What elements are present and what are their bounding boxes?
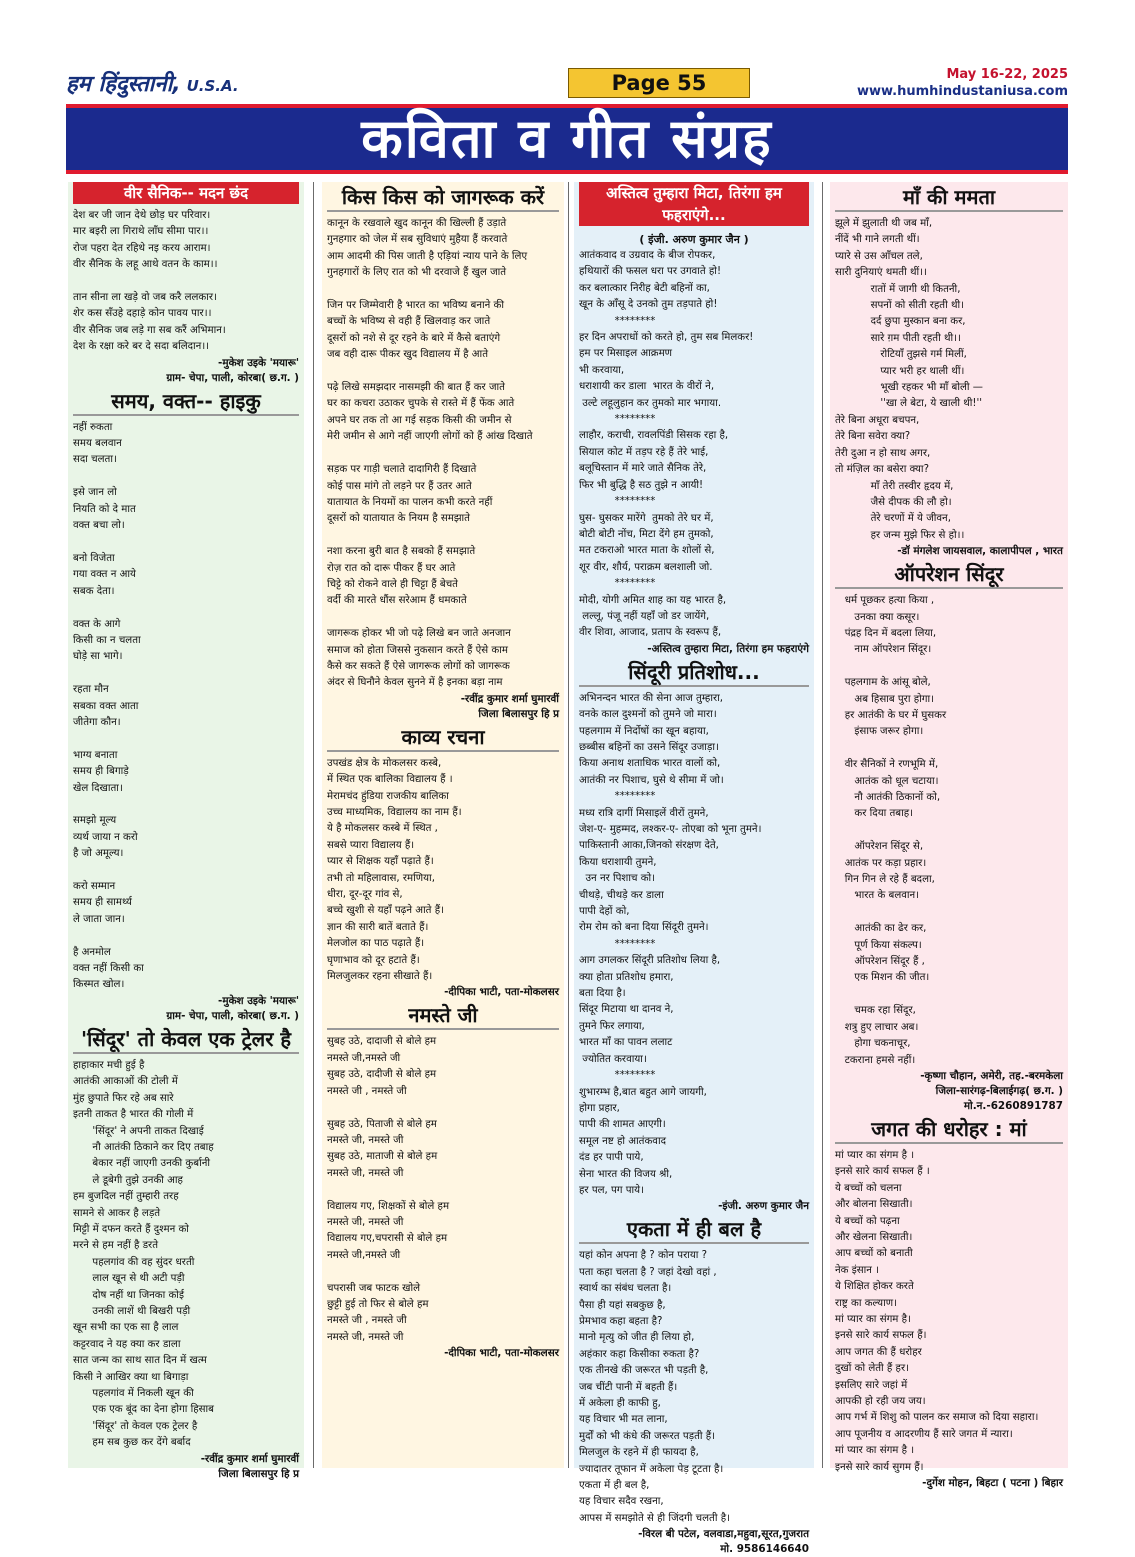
brand-logo xyxy=(66,68,239,98)
page-number: Page 55 xyxy=(568,68,750,98)
poem-byline: -मुकेश उइके 'मयारू' ग्राम- चेपा, पाली, कोरबा( छ.ग. ) xyxy=(166,994,299,1022)
poem-text: मां प्यार का संगम है । इनसे सारे कार्य सफल हैं । ये बच्चों को चलना और बोलना सिखाती। ये बच्चों को पढ़ना और खेलना सिखाती। आप बच्चों को बनाती नेक इंसान । ये शिक्षित होकर करते राष्ट्र का कल्याण। मां प्यार का संगम है। इनसे सारे कार्य सफल हैं। आप जगत की हैं धरोहर दुखों को लेती हैं हर। इसलिए सारे जहां में आपकी हो रही जय जय। आप गर्भ में शिशु को पालन कर समाज को दिया सहारा। आप पूजनीय व आदरणीय हैं सारे जगत में न्यारा। मां प्यार का संगम है । इनसे सारे कार्य सुगम हैं। xyxy=(835,1149,1039,1473)
masthead xyxy=(66,68,1068,98)
brand-name: हम हिंदुस्तानी, xyxy=(66,72,181,97)
poem-byline: -दीपिका भाटी, पता-मोकलसर xyxy=(444,1347,559,1360)
poem-byline: -दीपिका भाटी, पता-मोकलसर xyxy=(444,986,559,999)
poem-text: सुबह उठे, दादाजी से बोले हम नमस्ते जी,नमस्ते जी सुबह उठे, दादीजी से बोले हम नमस्ते जी , नमस्ते जी सुबह उठे, पिताजी से बोले हम नमस्ते जी, नमस्ते जी सुबह उठे, माताजी से बोले हम नमस्ते जी, नमस्ते जी विद्यालय गए, शिक्षकों से बोले हम नमस्ते जी, नमस्ते जी विद्यालय गए,चपरासी से बोले हम नमस्ते जी,नमस्ते जी चपरासी जब फाटक खोले छुट्टी हुई तो फिर से बोले हम नमस्ते जी , नमस्ते जी नमस्ते जी, नमस्ते जी xyxy=(327,1036,450,1343)
poem-byline: -डॉ मंगलेश जायसवाल, कालापीपल , भारत xyxy=(897,545,1063,558)
poem-title: 'सिंदूर' तो केवल एक ट्रेलर है xyxy=(73,1026,299,1054)
poem-byline: -दुर्गेश मोहन, बिहटा ( पटना ) बिहार xyxy=(922,1477,1063,1490)
column-divider xyxy=(822,182,823,1468)
poem-text: देश बर जी जान देथे छोड़ घर परिवार। मार बइरी ला गिराथे लाँघ सीमा पार।। रोज पहरा देत रहिथे नइ करय आराम। वीर सैनिक के लहू आथे वतन के काम।। तान सीना ला खड़े वो जब करै ललकार। शेर कस सँउहे दहाड़े कोन पावय पार।। वीर सैनिक जब लड़े गा सब करैं अभिमान। देश के रक्षा करे बर दे सदा बलिदान।। xyxy=(73,210,226,353)
poem-text: अभिनन्दन भारत की सेना आज तुम्हारा, वनके काल दुश्मनों को तुमने जो मारा। पहलगाम में निर्दोषों का खून बहाया, छब्बीस बहिनों का उसने सिंदूर उजाड़ा। किया अनाथ शताधिक भारत वालों को, आतंकी नर पिशाच, घुसे थे सीमा में जो। ******** मध्य रात्रि दागीं मिसाइलें वीरों तुमने, जेश-ए- मुहम्मद, लश्कर-ए- तोएबा को भूना तुमने। पाकिस्तानी आका,जिनको संरक्षण देते, किया धराशायी तुमने, उन नर पिशाच को। चीथड़े, चीथड़े कर डाला पापी देहों को, रोम रोम को बना दिया सिंदूरी तुमने। ******** आग उगलकर सिंदूरी प्रतिशोध लिया है, क्या होता प्रतिशोध हमारा, बता दिया है। सिंदूर मिटाया था दानव ने, तुमने फिर लगाया, भारत माँ का पावन ललाट ज्योतित करवाया। ******** शुभारम्भ है,बात बहुत आगे जायगी, होगा प्रहार, पापी की शामत आएगी। समूल नष्ट हो आतंकवाद दंड हर पापी पाये, सेना भारत की विजय श्री, हर पल, पग पाये। xyxy=(579,692,762,1196)
section-banner: कविता व गीत संग्रह xyxy=(66,104,1068,174)
poem-text: झूले में झुलाती थी जब माँ, नींदें भी गाने लगती थीं। प्यारे से उस आँचल तले, सारी दुनियाएं थमती थीं।। रातों में जागी थी कितनी, सपनों को सीती रहती थी। दर्द छुपा मुस्कान बना कर, सारे ग़म पीती रहती थी।। रोटियाँ तुझसे गर्म मिलीं, प्यार भरी हर थाली थीं। भूखी रहकर भी माँ बोली — ''खा ले बेटा, ये खाली थी!'' तेरे बिना अधूरा बचपन, तेरे बिना सवेरा क्या? तेरी दुआ न हो साथ अगर, तो मंज़िल का बसेरा क्या? माँ तेरी तस्वीर हृदय में, जैसे दीपक की लौ हो। तेरे चरणों में ये जीवन, हर जन्म मुझे फिर से हो।। xyxy=(835,218,983,541)
poem-title: सिंदूरी प्रतिशोध... xyxy=(579,659,809,687)
column-2 xyxy=(322,182,564,1468)
poem-text: नहीं रुकता समय बलवान सदा चलता। इसे जान लो नियति को दे मात वक्त बचा लो। बनो विजेता गया वक्त न आये सबक देता। वक्त के आगे किसी का न चलता घोड़े सा भागे। रहता मौन सबका वक्त आता जीतेगा कौन। भाग्य बनाता समय ही बिगाड़े खेल दिखाता। समझो मूल्य व्यर्थ जाया न करो है जो अमूल्य। करो सम्मान समय ही सामर्थ्य ले जाता जान। है अनमोल वक्त नहीं किसी का किस्मत खोल। xyxy=(73,421,144,991)
poem-title: काव्य रचना xyxy=(327,724,559,752)
poem-byline: -मुकेश उइके 'मयारू' ग्राम- चेपा, पाली, कोरबा( छ.ग. ) xyxy=(166,356,299,384)
column-divider xyxy=(313,182,314,1468)
poem-text: यहां कोन अपना है ? कोन पराया ? पता कहा चलता है ? जहां देखो वहां , स्वार्थ का संबंध चलता है। पैसा ही यहां सबकुछ है, प्रेमभाव कहा बहता है? मानो मृत्यु को जीत ही लिया हो, अहंकार कहा किसीका रुकता है? एक तीनखे की जरूरत भी पड़ती है, जब चींटी पानी में बहती हैं। में अकेला ही काफी हु, यह विचार भी मत लाना, मुर्दों को भी कंधे की जरूरत पड़ती हैं। मिलजुल के रहने में ही फायदा है, ज्यादातर तूफान में अकेला पेड़ टूटता है। एकता में ही बल है, यह विचार सदैव रखना, आपस में समझोते से ही जिंदगी चलती है। xyxy=(579,1250,730,1524)
brand-usa: U.S.A. xyxy=(186,77,239,95)
poem-title: समय, वक्त-- हाइकु xyxy=(73,388,299,416)
poem-title: जगत की धरोहर : मां xyxy=(835,1116,1063,1144)
dateline xyxy=(857,66,1068,100)
poem-byline: -इंजी. अरुण कुमार जैन xyxy=(718,1200,809,1213)
poem-text: हाहाकार मची हुई है आतंकी आकाओं की टोली में मुंह छुपाते फिर रहे अब सारे इतनी ताकत है भारत की गोली में 'सिंदूर' ने अपनी ताकत दिखाई नौ आतंकी ठिकाने कर दिए तबाह बेकार नहीं जाएगी उनकी कुर्बानी ले डूबेगी तुझे उनकी आह हम बुजदिल नहीं तुम्हारी तरह सामने से आकर है लड़ते मिट्टी में दफन करते हैं दुश्मन को मरने से हम नहीं है डरते पहलगांव की वह सुंदर धरती लाल खून से थी अटी पड़ी दोष नहीं था जिनका कोई उनकी लाशें थी बिखरी पड़ी खून सभी का एक सा है लाल कट्टरवाद ने यह क्या कर डाला सात जन्म का साथ सात दिन में खत्म किसी ने आखिर क्या था बिगाड़ा पहलगांव में निकली खून की एक एक बूंद का देना होगा हिसाब 'सिंदूर' तो केवल एक ट्रेलर है हम सब कुछ कर देंगे बर्बाद xyxy=(73,1059,214,1449)
poem-byline: -अस्तित्व तुम्हारा मिटा, तिरंगा हम फहराएंगे xyxy=(647,642,809,655)
poem-title: ऑपरेशन सिंदूर xyxy=(835,561,1063,589)
poem-text: उपखंड क्षेत्र के मोकलसर कस्बे, में स्थित एक बालिका विद्यालय हैं । मेरामचंद हुंडिया राजकीय बालिका उच्च माध्यमिक, विद्यालय का नाम हैं। ये है मोकलसर कस्बे में स्थित , सबसे प्यारा विद्यालय हैं। प्यार से शिक्षक यहाँ पढ़ाते हैं। तभी तो महिलावास, रमणिया, धीरा, दूर-दूर गांव से, बच्चे खुशी से यहाँ पढ़ने आते हैं। ज्ञान की सारी बातें बताते हैं। मेलजोल का पाठ पढ़ाते हैं। घृणाभाव को दूर हटाते हैं। मिलजुलकर रहना सीखाते हैं। xyxy=(327,757,462,983)
column-1 xyxy=(68,182,304,1480)
poem-title: नमस्ते जी xyxy=(327,1002,559,1030)
column-3 xyxy=(574,182,814,1556)
poem-title: किस किस को जागरूक करें xyxy=(327,184,559,212)
poem-byline: -रवींद्र कुमार शर्मा घुमारवीं जिला बिलासपुर हि प्र xyxy=(460,692,559,720)
poem-byline: -रवींद्र कुमार शर्मा घुमारवीं जिला बिलासपुर हि प्र xyxy=(200,1452,299,1480)
poem-title: माँ की ममता xyxy=(835,184,1063,212)
poem-text: धर्म पूछकर हत्या किया , उनका क्या कसूर। पंद्रह दिन में बदला लिया, नाम ऑपरेशन सिंदूर। पहलगाम के आंसू बोले, अब हिसाब पुरा होगा। हर आतंकी के घर में घुसकर इंसाफ जरूर होगा। वीर सैनिकों ने रणभूमि में, आतंक को धूल चटाया। नौ आतंकी ठिकानों को, कर दिया तबाह। ऑपरेशन सिंदूर से, आतंक पर कड़ा प्रहार। गिन गिन ले रहे हैं बदला, भारत के बलवान। आतंकी का ढेर कर, पूर्ण किया संकल्प। ऑपरेशन सिंदूर हैं , एक मिशन की जीत। चमक रहा सिंदूर, शत्रु हुए लाचार अब। होगा चकनाचूर, टकराना हमसे नहीं। xyxy=(844,595,947,1066)
poem-text: कानून के रखवाले खुद कानून की खिल्ली हैं उड़ाते गुनहगार को जेल में सब सुविधाएं मुहैया हैं करवाते आम आदमी की पिस जाती है एड़ियां न्याय पाने के लिए गुनहगारों के लिए रात को भी दरवाजे हैं खुल जाते जिन पर जिम्मेवारी है भारत का भविष्य बनाने की बच्चों के भविष्य से वही हैं खिलवाड़ कर जाते दूसरों को नशे से दूर रहने के बारे में कैसे बताएंगे जब वही दारू पीकर खुद विद्यालय में है आते पढ़े लिखे समझदार नासमझी की बात हैं कर जाते घर का कचरा उठाकर चुपके से रास्ते में हैं फेंक आते अपने घर तक तो आ गई सड़क किसी की जमीन से मेरी जमीन से आगे नहीं जाएगी लोगों को हैं आंख दिखाते सड़क पर गाड़ी चलाते दादागिरी हैं दिखाते कोई पास मांगे तो लड़ने पर हैं उतर आते यातायात के नियमों का पालन कभी करते नहीं दूसरों को यातायात के नियम है समझाते नशा करना बुरी बात है सबको हैं समझाते रोज़ रात को दारू पीकर हैं घर आते चिट्टे को रोकने वाले ही चिट्टा हैं बेचते वर्दी की मारते धौंस सरेआम हैं धमकाते जागरूक होकर भी जो पढ़े लिखे बन जाते अनजान समाज को होता जिससे नुकसान करते हैं ऐसे काम कैसे कर सकते हैं ऐसे जागरूक लोगों को जागरूक अंदर से घिनौने केवल सुनने में है इनका बड़ा नाम xyxy=(327,218,533,689)
poem-text: आतंकवाद व उग्रवाद के बीज रोपकर, हथियारों की फसल धरा पर उगवाते हो! कर बलात्कार निरीह बेटी बहिनों का, खून के आँसू दे उनको तुम तड़पाते हो! ******** हर दिन अपराधों को करते हो, तुम सब मिलकर! हम पर मिसाइल आक्रमण भी करवाया, धराशायी कर डाला भारत के वीरों ने, उल्टे लहूलुहान कर तुमको मार भगाया. ******** लाहौर, कराची, रावलपिंडी सिसक रहा है, सियाल कोट में तड़प रहे हैं तेरे भाई, बलूचिस्तान में मारे जाते सैनिक तेरे, फिर भी बुद्धि है सठ तुझे न आयी! ******** घुस- घुसकर मारेंगे तुमको तेरे घर में, बोटी बोटी नोंच, मिटा देंगे हम तुमको, मत टकराओ भारत माता के शोलों से, शूर वीर, शौर्य, पराक्रम बलशाली जो. ******** मोदी, योगी अमित शाह का यह भारत है, लल्लू, पंजू नहीं यहाँ जो डर जायेंगे, वीर शिवा, आजाद, प्रताप के स्वरूप हैं, xyxy=(579,250,754,639)
website-link[interactable]: www.humhindustaniusa.com xyxy=(856,84,1068,99)
poem-author: ( इंजी. अरुण कुमार जैन ) xyxy=(639,233,749,246)
poem-title: अस्तित्व तुम्हारा मिटा, तिरंगा हम फहराएंगे... xyxy=(579,182,809,226)
poem-title: वीर सैनिक-- मदन छंद xyxy=(73,182,299,204)
poem-byline: -कृष्णा चौहान, अमेरी, तह.-बरमकेला जिला-सारंगढ़-बिलाईगढ़( छ.ग. ) मो.न.-6260891787 xyxy=(920,1069,1063,1112)
column-4 xyxy=(830,182,1068,1490)
column-divider xyxy=(568,182,569,1468)
issue-date: May 16-22, 2025 xyxy=(946,67,1068,82)
poem-title: एकता में ही बल है xyxy=(579,1216,809,1244)
poem-byline: -विरल बी पटेल, वलवाडा,महुवा,सूरत,गुजरात मो. 9586146640 xyxy=(638,1528,809,1556)
